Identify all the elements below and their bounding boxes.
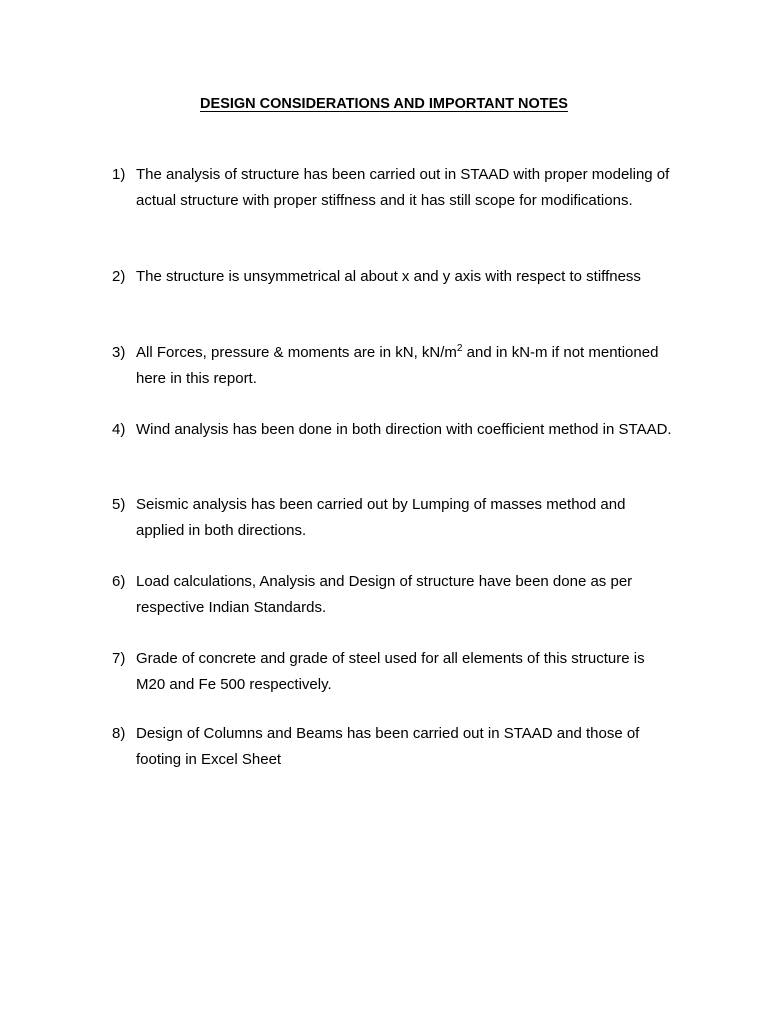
note-text: Wind analysis has been done in both direction with coefficient method in STAAD. — [136, 421, 672, 438]
note-number: 8) — [112, 725, 126, 742]
note-item-3 — [112, 340, 672, 391]
note-number: 7) — [112, 650, 126, 667]
note-number: 4) — [112, 421, 126, 438]
note-text: Grade of concrete and grade of steel used for all elements of this structure is M20 and Fe 500 respectively. — [136, 650, 645, 693]
note-item-6 — [112, 569, 672, 620]
note-text: The analysis of structure has been carried out in STAAD with proper modeling of actual structure with proper stiffness and it has still scope for modifications. — [136, 166, 670, 209]
note-item-8 — [112, 721, 672, 772]
note-text: The structure is unsymmetrical al about x and y axis with respect to stiffness — [136, 268, 641, 285]
note-text-before: All Forces, pressure & moments are in kN, kN/m — [136, 344, 457, 361]
note-text: Seismic analysis has been carried out by Lumping of masses method and applied in both directions. — [136, 496, 626, 539]
note-item-5 — [112, 492, 672, 543]
note-item-1 — [112, 162, 672, 213]
note-item-4 — [112, 417, 672, 443]
note-text — [136, 340, 672, 391]
note-number: 2) — [112, 268, 126, 285]
note-text: Design of Columns and Beams has been carried out in STAAD and those of footing in Excel Sheet — [136, 725, 640, 768]
note-text-after: and in kN-m if not mentioned here in this report. — [136, 344, 659, 387]
note-item-2 — [112, 264, 672, 290]
note-number: 5) — [112, 496, 126, 513]
note-item-7 — [112, 646, 672, 697]
document-title-text: DESIGN CONSIDERATIONS AND IMPORTANT NOTES — [200, 96, 568, 112]
superscript: 2 — [456, 343, 463, 354]
note-text: Load calculations, Analysis and Design of structure have been done as per respective Indian Standards. — [136, 573, 633, 616]
note-number: 3) — [112, 344, 126, 361]
note-number: 1) — [112, 166, 126, 183]
note-number: 6) — [112, 573, 126, 590]
